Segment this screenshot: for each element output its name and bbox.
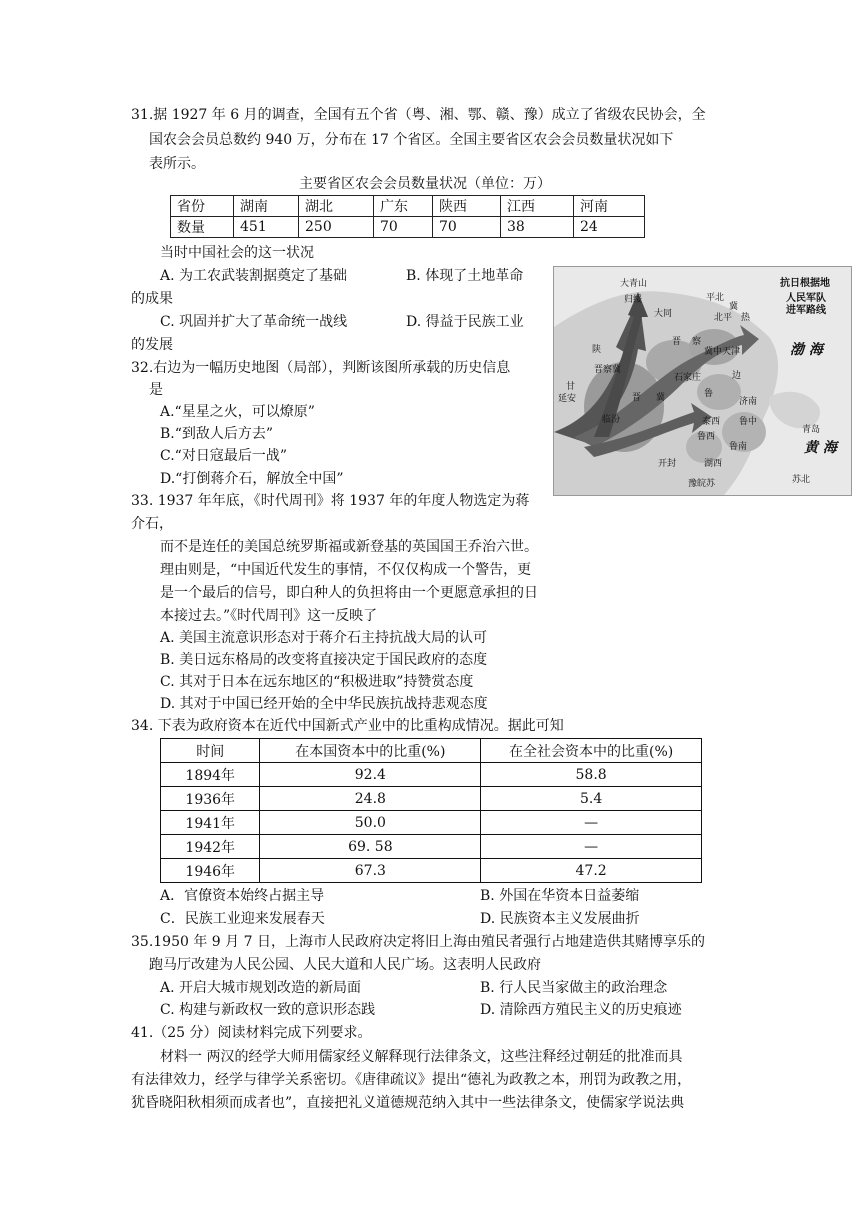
table-header: 时间: [161, 739, 260, 763]
q41-material-line-2: 有法律效力，经学与律学关系密切。《唐律疏议》提出“德礼为政教之本，刑罚为政教之用，: [131, 1072, 692, 1088]
q32-option-a: A.“星星之火，可以燎原”: [160, 404, 315, 420]
table-cell: 省份: [171, 196, 234, 217]
table-cell: 451: [234, 217, 299, 238]
historical-map: [553, 266, 852, 496]
table-cell: 数量: [171, 217, 234, 238]
q35-option-b: B. 行人民当家做主的政治理念: [480, 980, 668, 996]
q33-option-d: D. 其对于中国已经开始的全中华民族抗战持悲观态度: [160, 696, 488, 712]
map-label: 苏北: [792, 475, 811, 485]
table-row: [161, 739, 702, 763]
table-row: [171, 196, 645, 217]
q32-option-b: B.“到敌人后方去”: [160, 426, 274, 442]
map-label: 湖西: [704, 459, 723, 469]
q41-material-line-1: 材料一 两汉的经学大师用儒家经义解释现行法律条文，这些注释经过朝廷的批准而具: [160, 1049, 683, 1065]
map-legend-route: 进军路线: [786, 305, 826, 316]
map-label: 晋: [672, 337, 682, 347]
map-label: 晋察冀: [594, 365, 622, 375]
q32-line-1: 32.右边为一幅历史地图（局部），判断该图所承载的历史信息: [131, 360, 511, 376]
table-cell: 江西: [501, 196, 574, 217]
q31-option-d: D. 得益于民族工业: [406, 314, 524, 330]
table-row: [161, 835, 702, 859]
map-label: 鲁南: [729, 442, 748, 452]
table-cell: 67.3: [260, 859, 481, 883]
q33-line-6: 本接过去。”《时代周刊》这一反映了: [160, 608, 378, 624]
map-label: 冀: [656, 393, 666, 403]
table-cell: —: [481, 835, 702, 859]
q41-line: 41.（25 分）阅读材料完成下列要求。: [131, 1025, 372, 1041]
table-row: [161, 787, 702, 811]
q31-line-2: 国农会会员总数约 940 万，分布在 17 个省区。全国主要省区农会会员数量状况如下: [149, 132, 674, 148]
map-label: 石家庄: [674, 373, 702, 383]
q34-line: 34. 下表为政府资本在近代中国新式产业中的比重构成情况。据此可知: [131, 718, 564, 734]
table-cell: 1946年: [161, 859, 260, 883]
table-cell: 47.2: [481, 859, 702, 883]
table-cell: 58.8: [481, 763, 702, 787]
q35-option-a: A. 开启大城市规划改造的新局面: [160, 980, 362, 996]
q33-option-a: A. 美国主流意识形态对于蒋介石主持抗战大局的认可: [160, 630, 488, 646]
map-sea-huanghai: 黄 海: [804, 440, 837, 456]
map-label: 鲁: [704, 389, 714, 399]
table-cell: 50.0: [260, 811, 481, 835]
q31-table-title: 主要省区农会会员数量状况（单位：万）: [299, 176, 551, 192]
q31-option-b-cont: 的成果: [131, 291, 173, 307]
map-label: 边: [732, 371, 742, 381]
table-cell: 湖南: [234, 196, 299, 217]
map-label: 鲁西: [697, 432, 716, 442]
map-label: 济南: [739, 397, 758, 407]
map-label: 青岛: [802, 425, 821, 435]
q31-stem: 当时中国社会的这一状况: [160, 245, 314, 261]
table-cell: 1941年: [161, 811, 260, 835]
table-row: [161, 859, 702, 883]
q31-line-3: 表所示。: [149, 156, 205, 172]
map-label: 临汾: [602, 415, 621, 425]
q31-option-d-cont: 的发展: [131, 337, 173, 353]
map-label: 大同: [654, 309, 673, 319]
map-label: 泰西: [702, 417, 721, 427]
map-label: 豫皖苏: [688, 479, 716, 489]
table-cell: 广东: [374, 196, 433, 217]
q33-line-4: 理由则是，“中国近代发生的事情，不仅仅构成一个警告，更: [160, 562, 532, 578]
q31-option-c: C. 巩固并扩大了革命统一战线: [160, 314, 348, 330]
q33-option-b: B. 美日远东格局的改变将直接决定于国民政府的态度: [160, 652, 488, 668]
map-label: 大青山: [620, 279, 648, 289]
q35-line-2: 跑马厅改建为人民公园、人民大道和人民广场。这表明人民政府: [149, 957, 541, 973]
map-legend-army: 人民军队: [786, 293, 826, 304]
table-cell: 70: [433, 217, 501, 238]
q31-option-b: B. 体现了土地革命: [406, 268, 524, 284]
q31-option-a: A. 为工农武装割据奠定了基础: [160, 268, 348, 284]
table-cell: 38: [501, 217, 574, 238]
map-label: 冀: [729, 302, 739, 312]
table-row: [161, 811, 702, 835]
q33-line-2: 介石，: [131, 516, 173, 532]
map-sea-bohai: 渤 海: [790, 342, 823, 358]
map-legend-base: 抗日根据地: [780, 278, 830, 289]
q33-line-1: 33. 1937 年年底，《时代周刊》将 1937 年的年度人物选定为蒋: [131, 493, 530, 509]
table-row: [161, 763, 702, 787]
q33-line-3: 而不是连任的美国总统罗斯福或新登基的英国国王乔治六世。: [160, 539, 538, 555]
table-cell: 24: [574, 217, 645, 238]
map-label: 察: [692, 337, 702, 347]
q34-table: [160, 738, 702, 883]
map-label: 陕: [592, 345, 602, 355]
q33-line-5: 是一个最后的信号，即白种人的负担将由一个更愿意承担的日: [160, 585, 538, 601]
q31-table: [170, 195, 645, 238]
map-label: 开封: [658, 459, 677, 469]
table-cell: —: [481, 811, 702, 835]
table-cell: 1942年: [161, 835, 260, 859]
table-cell: 湖北: [299, 196, 374, 217]
q32-line-2: 是: [149, 382, 163, 398]
map-label: 北平: [714, 313, 733, 323]
map-label: 延安: [558, 394, 577, 404]
q34-option-a: A．官僚资本始终占据主导: [160, 888, 325, 904]
table-cell: 69. 58: [260, 835, 481, 859]
table-cell: 250: [299, 217, 374, 238]
table-cell: 70: [374, 217, 433, 238]
map-label: 冀中天津: [704, 347, 741, 357]
table-cell: 5.4: [481, 787, 702, 811]
q34-option-d: D. 民族资本主义发展曲折: [480, 911, 640, 927]
map-label: 鲁中: [739, 417, 758, 427]
q31-line-1: 31.据 1927 年 6 月的调查，全国有五个省（粤、湘、鄂、赣、豫）成立了省级农民协会，全: [131, 107, 706, 123]
map-label: 甘: [566, 382, 576, 392]
q34-option-c: C．民族工业迎来发展春天: [160, 911, 325, 927]
q35-option-d: D. 清除西方殖民主义的历史痕迹: [480, 1002, 682, 1018]
table-header: 在本国资本中的比重(%): [260, 739, 481, 763]
q41-material-line-3: 犹昏晓阳秋相须而成者也”，直接把礼义道德规范纳入其中一些法律条文，使儒家学说法典: [131, 1095, 685, 1111]
table-cell: 24.8: [260, 787, 481, 811]
table-cell: 1894年: [161, 763, 260, 787]
q35-option-c: C. 构建与新政权一致的意识形态践: [160, 1002, 376, 1018]
table-row: [171, 217, 645, 238]
table-header: 在全社会资本中的比重(%): [481, 739, 702, 763]
q33-option-c: C. 其对于日本在远东地区的“积极进取”持赞赏态度: [160, 674, 474, 690]
table-cell: 河南: [574, 196, 645, 217]
table-cell: 1936年: [161, 787, 260, 811]
q35-line-1: 35.1950 年 9 月 7 日，上海市人民政府决定将旧上海由殖民者强行占地建造供其赌博享乐的: [131, 934, 705, 950]
table-cell: 92.4: [260, 763, 481, 787]
q34-option-b: B. 外国在华资本日益萎缩: [480, 888, 640, 904]
map-label: 晋: [632, 393, 642, 403]
q32-option-d: D.“打倒蒋介石，解放全中国”: [160, 471, 344, 487]
q32-option-c: C.“对日寇最后一战”: [160, 448, 287, 464]
map-label: 热: [741, 313, 751, 323]
map-label: 归绥: [624, 295, 643, 305]
table-cell: 陕西: [433, 196, 501, 217]
map-label: 平北: [706, 293, 725, 303]
